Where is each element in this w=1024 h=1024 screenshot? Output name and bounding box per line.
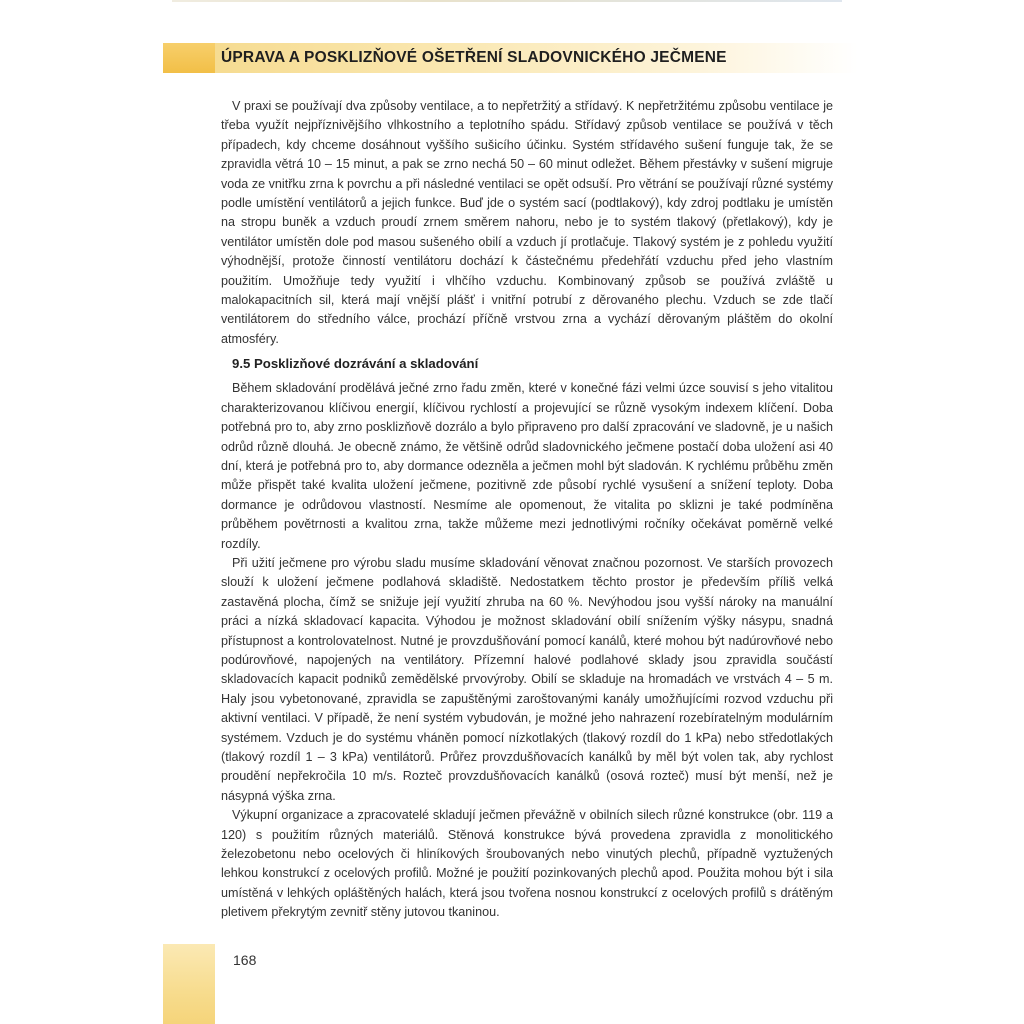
chapter-header-accent	[163, 43, 215, 73]
page-number: 168	[233, 952, 257, 968]
chapter-title: ÚPRAVA A POSKLIZŇOVÉ OŠETŘENÍ SLADOVNICKÉHO JEČMENE	[221, 49, 727, 66]
top-rule	[172, 0, 842, 2]
footer-accent-stripe	[163, 944, 215, 1024]
section-heading: 9.5 Posklizňové dozrávání a skladování	[232, 356, 479, 372]
page-body	[221, 97, 833, 923]
body-paragraph: Při užití ječmene pro výrobu sladu musíme skladování věnovat značnou pozornost. Ve starších provozech slouží k uložení ječmene podlahová skladiště. Nedostatkem těchto prostor je především příliš velká zastavěná plocha, čímž se snižuje její využití zhruba na 60 %. Nevýhodou jsou vyšší nároky na manuální práci a nízká skladovací kapacita. Výhodou je možnost skladování obilí snížením výšky násypu, snadná přístupnost a kontrolovatelnost. Nutné je provzdušňování pomocí kanálů, které mohou být nadúrovňové nebo podúrovňové, napojených na ventilátory. Přízemní halové podlahové sklady jsou zpravidla součástí skladovacích kapacit podniků zemědělské prvovýroby. Obilí se skladuje na hromadách ve vrstvách 4 – 5 m. Haly jsou vybetonované, zpravidla se zapuštěnými zaroštovanými kanály umožňujícími rozvod vzduchu při aktivní ventilaci. V případě, že není systém vybudován, je možné jeho nahrazení rozebíratelným modulárním systémem. Vzduch je do systému vháněn pomocí nízkotlakých (tlakový rozdíl do 1 kPa) nebo středotlakých (tlakový rozdíl 1 – 3 kPa) ventilátorů. Průřez provzdušňovacích kanálků by měl být volen tak, aby rychlost proudění nepřekročila 10 m/s. Rozteč provzdušňovacích kanálků (osová rozteč) musí být menší, než je násypná výška zrna.	[221, 555, 833, 803]
body-paragraph: Během skladování prodělává ječné zrno řadu změn, které v konečné fázi velmi úzce souvisí s jeho vitalitou charakterizovanou klíčivou energií, klíčivou rychlostí a projevující se různě vysokým indexem klíčení. Doba potřebná pro to, aby zrno posklizňově dozrálo a bylo připraveno pro další zpracování ve sladovně, je u našich odrůd různě dlouhá. Je obecně známo, že většině odrůd sladovnického ječmene postačí doba uložení asi 40 dní, která je potřebná pro to, aby dormance odezněla a ječmen mohl být sladován. K rychlému průběhu změn může přispět také kvalita uložení ječmene, pozitivně zde působí rychlé vysušení a snížení teploty. Doba dormance je odrůdovou vlastností. Nesmíme ale opomenout, že vitalita po sklizni je také podmíněna průběhem povětrnosti a kvalitou zrna, takže můžeme mezi jednotlivými ročníky očekávat poměrně velké rozdíly.	[221, 381, 833, 551]
body-paragraph: Výkupní organizace a zpracovatelé skladují ječmen převážně v obilních silech různé konstrukce (obr. 119 a 120) s použitím různých materiálů. Stěnová konstrukce bývá provedena zpravidla z monolitického železobetonu nebo ocelových či hliníkových šroubovaných nebo vinutých plechů, případně vyztužených lehkou konstrukcí z ocelových profilů. Možné je použití pozinkovaných plechů apod. Použita mohou být i sila umístěná v lehkých opláštěných halách, která jsou tvořena nosnou konstrukcí z ocelových profilů s drátěným pletivem překrytým zevnitř stěny jutovou tkaninou.	[221, 808, 833, 920]
body-paragraph: V praxi se používají dva způsoby ventilace, a to nepřetržitý a střídavý. K nepřetržitému způsobu ventilace je třeba využít nejpříznivějšího vlhkostního a teplotního spádu. Střídavý způsob ventilace se používá v těch případech, kdy chceme dosáhnout vyššího sušicího účinku. Systém střídavého sušení funguje tak, že se zpravidla větrá 10 – 15 minut, a pak se zrno nechá 50 – 60 minut odležet. Během přestávky v sušení migruje voda ze vnitřku zrna k povrchu a při následné ventilaci se opět odsuší. Pro větrání se používají různé systémy podle umístění ventilátorů a jejich funkce. Buď jde o systém sací (podtlakový), kdy zdroj podtlaku je umístěn na stropu buněk a vzduch proudí zrnem směrem nahoru, nebo je to systém tlakový (přetlakový), kdy je ventilátor umístěn dole pod masou sušeného obilí a vzduch jí protlačuje. Tlakový systém je z pohledu využití výhodnější, protože činností ventilátoru dochází k částečnému předehřátí vzduchu před jeho vlastním použitím. Umožňuje tedy využití i vlhčího vzduchu. Kombinovaný způsob se používá zvláště u malokapacitních sil, která mají vnější plášť i vnitřní potrubí z děrovaného plechu. Vzduch se zde tlačí ventilátorem do středního válce, prochází příčně vrstvou zrna a vychází děrovaným pláštěm do okolní atmosféry.	[221, 99, 833, 346]
